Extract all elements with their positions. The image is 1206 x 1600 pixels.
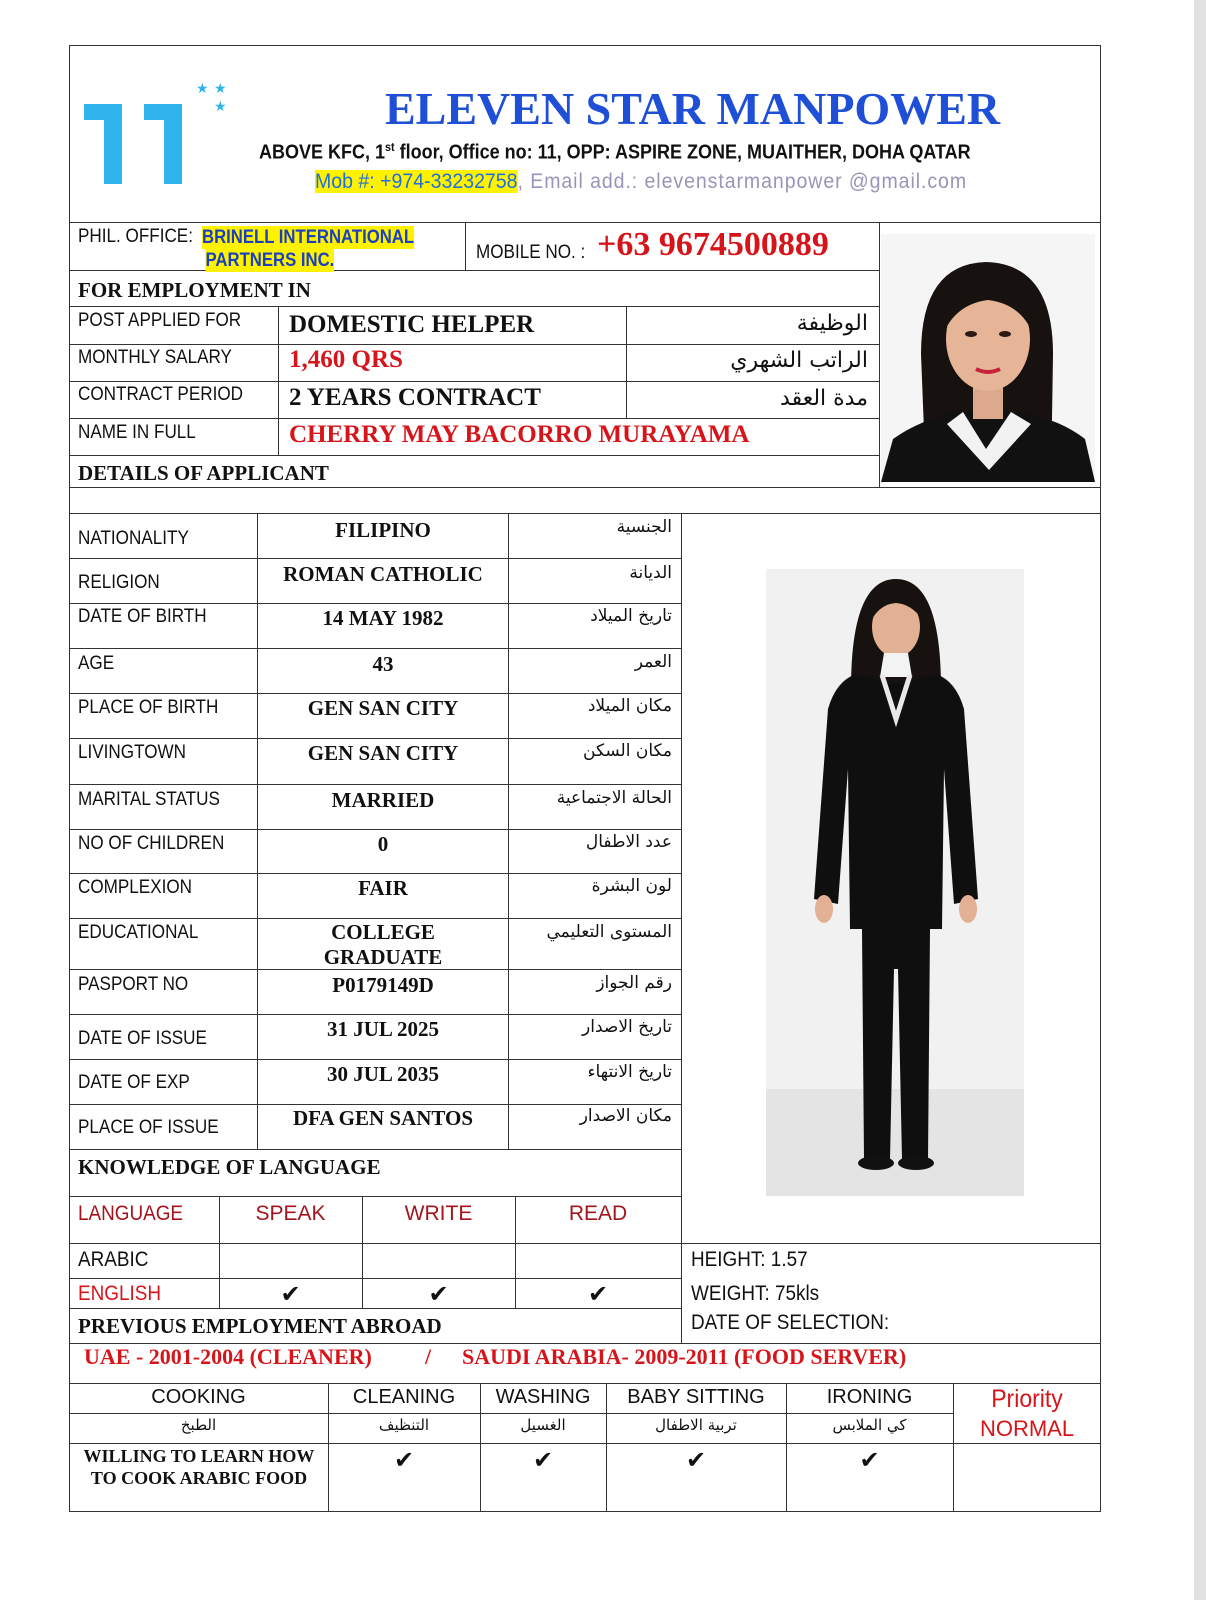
detail-arabic: العمر bbox=[634, 652, 672, 672]
date-of-selection-field: DATE OF SELECTION: bbox=[691, 1311, 890, 1334]
applicant-portrait-photo bbox=[881, 234, 1095, 482]
skill-babysitting-arabic: تربية الاطفال bbox=[655, 1416, 737, 1434]
detail-arabic: مكان الميلاد bbox=[587, 696, 672, 716]
detail-arabic: المستوى التعليمي bbox=[546, 922, 672, 942]
detail-arabic: لون البشرة bbox=[591, 876, 672, 896]
detail-label: LIVINGTOWN bbox=[78, 742, 186, 763]
previous-employment-1: UAE - 2001-2004 (CLEANER) bbox=[84, 1344, 372, 1369]
detail-label: NATIONALITY bbox=[78, 528, 189, 549]
language-english: ENGLISH bbox=[78, 1282, 161, 1305]
detail-value: FAIR bbox=[358, 876, 408, 900]
detail-label: DATE OF ISSUE bbox=[78, 1028, 207, 1049]
language-header-write: WRITE bbox=[404, 1202, 473, 1225]
detail-arabic: الديانة bbox=[629, 563, 672, 583]
full-name: CHERRY MAY BACORRO MURAYAMA bbox=[289, 421, 750, 448]
detail-label: MARITAL STATUS bbox=[78, 789, 220, 810]
detail-label: DATE OF EXP bbox=[78, 1072, 190, 1093]
svg-text:★: ★ bbox=[214, 99, 227, 115]
detail-label: EDUCATIONAL bbox=[78, 922, 199, 943]
company-name: ELEVEN STAR MANPOWER bbox=[385, 83, 1001, 134]
detail-arabic: عدد الاطفال bbox=[585, 832, 672, 852]
detail-arabic: مكان السكن bbox=[583, 741, 672, 761]
height-field: HEIGHT: 1.57 bbox=[691, 1248, 808, 1271]
language-arabic: ARABIC bbox=[78, 1248, 149, 1271]
previous-employment-separator: / bbox=[425, 1344, 432, 1369]
detail-value: GEN SAN CITY bbox=[307, 741, 459, 765]
language-header-language: LANGUAGE bbox=[78, 1202, 184, 1225]
english-read-check: ✔ bbox=[587, 1280, 609, 1308]
contract-value: 2 YEARS CONTRACT bbox=[289, 384, 541, 411]
skill-ironing-arabic: كي الملابس bbox=[832, 1416, 907, 1434]
detail-label: COMPLEXION bbox=[78, 877, 193, 898]
priority-value: NORMAL bbox=[979, 1416, 1075, 1441]
language-header-speak: SPEAK bbox=[255, 1202, 326, 1225]
contract-label: CONTRACT PERIOD bbox=[78, 384, 244, 405]
detail-arabic: الجنسية bbox=[616, 517, 672, 537]
detail-arabic: تاريخ الانتهاء bbox=[587, 1062, 672, 1082]
salary-value: 1,460 QRS bbox=[289, 346, 403, 373]
detail-label: PASPORT NO bbox=[78, 974, 189, 995]
skill-cleaning-arabic: التنظيف bbox=[378, 1416, 430, 1434]
skill-cooking-label: COOKING bbox=[151, 1386, 246, 1408]
name-label: NAME IN FULL bbox=[78, 422, 196, 443]
salary-arabic: الراتب الشهري bbox=[730, 348, 868, 373]
skill-cleaning-label: CLEANING bbox=[352, 1386, 456, 1408]
detail-value: DFA GEN SANTOS bbox=[292, 1106, 474, 1130]
skill-babysitting-check: ✔ bbox=[685, 1446, 707, 1474]
detail-label: AGE bbox=[78, 653, 115, 674]
detail-value: 14 MAY 1982 bbox=[322, 606, 444, 630]
detail-value: 43 bbox=[372, 652, 394, 676]
contract-arabic: مدة العقد bbox=[780, 386, 868, 411]
detail-value: 30 JUL 2035 bbox=[326, 1062, 439, 1086]
skill-babysitting-label: BABY SITTING bbox=[627, 1386, 765, 1408]
skill-cooking-value: WILLING TO LEARN HOW TO COOK ARABIC FOOD bbox=[83, 1446, 315, 1488]
mobile-value[interactable]: +63 9674500889 bbox=[597, 226, 829, 263]
weight-field: WEIGHT: 75kls bbox=[691, 1282, 820, 1305]
detail-arabic: تاريخ الميلاد bbox=[590, 606, 672, 626]
skill-ironing-check: ✔ bbox=[859, 1446, 880, 1474]
detail-value: 0 bbox=[377, 832, 389, 856]
priority-label: Priority bbox=[991, 1385, 1063, 1413]
details-title: DETAILS OF APPLICANT bbox=[78, 461, 329, 485]
detail-value: P0179149D bbox=[332, 973, 434, 997]
detail-label: NO OF CHILDREN bbox=[78, 833, 225, 854]
skill-cleaning-check: ✔ bbox=[393, 1446, 415, 1474]
svg-text:★: ★ bbox=[214, 81, 227, 97]
detail-arabic: مكان الاصدار bbox=[579, 1106, 672, 1126]
detail-value: ROMAN CATHOLIC bbox=[283, 562, 483, 586]
salary-label: MONTHLY SALARY bbox=[78, 347, 232, 368]
detail-label: PLACE OF ISSUE bbox=[78, 1117, 219, 1138]
company-address: ABOVE KFC, 1st floor, Office no: 11, OPP: ASPIRE ZONE, MUAITHER, DOHA QATAR bbox=[259, 140, 971, 164]
office-label: PHIL. OFFICE: bbox=[78, 226, 193, 247]
language-title: KNOWLEDGE OF LANGUAGE bbox=[78, 1155, 381, 1179]
previous-employment-title: PREVIOUS EMPLOYMENT ABROAD bbox=[78, 1314, 442, 1338]
employment-title: FOR EMPLOYMENT IN bbox=[78, 278, 311, 302]
skill-washing-check: ✔ bbox=[532, 1446, 554, 1474]
skill-ironing-label: IRONING bbox=[826, 1386, 913, 1408]
office-name: BRINELL INTERNATIONAL PARTNERS INC. bbox=[202, 227, 415, 271]
company-mobile[interactable]: Mob #: +974-33232758 bbox=[315, 170, 518, 193]
post-value: DOMESTIC HELPER bbox=[289, 311, 535, 338]
detail-arabic: تاريخ الاصدار bbox=[582, 1017, 672, 1037]
previous-employment-2: SAUDI ARABIA- 2009-2011 (FOOD SERVER) bbox=[462, 1344, 907, 1369]
skill-washing-label: WASHING bbox=[495, 1386, 591, 1408]
detail-arabic: الحالة الاجتماعية bbox=[556, 788, 672, 808]
language-header-read: READ bbox=[568, 1202, 628, 1225]
post-label: POST APPLIED FOR bbox=[78, 310, 242, 331]
detail-value: FILIPINO bbox=[335, 518, 431, 542]
detail-value: GEN SAN CITY bbox=[307, 696, 459, 720]
detail-label: PLACE OF BIRTH bbox=[78, 697, 219, 718]
english-speak-check: ✔ bbox=[280, 1280, 301, 1308]
detail-value: 31 JUL 2025 bbox=[326, 1017, 439, 1041]
page-edge bbox=[1194, 0, 1206, 1600]
english-write-check: ✔ bbox=[428, 1280, 449, 1308]
company-email[interactable]: , Email add.: elevenstarmanpower @gmail.com bbox=[517, 170, 968, 193]
mobile-label: MOBILE NO. : bbox=[476, 242, 586, 263]
skill-washing-arabic: الغسيل bbox=[520, 1416, 566, 1434]
svg-text:★: ★ bbox=[196, 81, 209, 97]
post-arabic: الوظيفة bbox=[796, 311, 868, 336]
detail-value: COLLEGE GRADUATE bbox=[323, 920, 443, 969]
detail-label: RELIGION bbox=[78, 572, 160, 593]
skill-cooking-arabic: الطبخ bbox=[180, 1416, 217, 1434]
detail-label: DATE OF BIRTH bbox=[78, 606, 207, 627]
applicant-full-body-photo bbox=[766, 569, 1024, 1196]
detail-value: MARRIED bbox=[331, 788, 435, 812]
detail-arabic: رقم الجواز bbox=[596, 973, 672, 993]
